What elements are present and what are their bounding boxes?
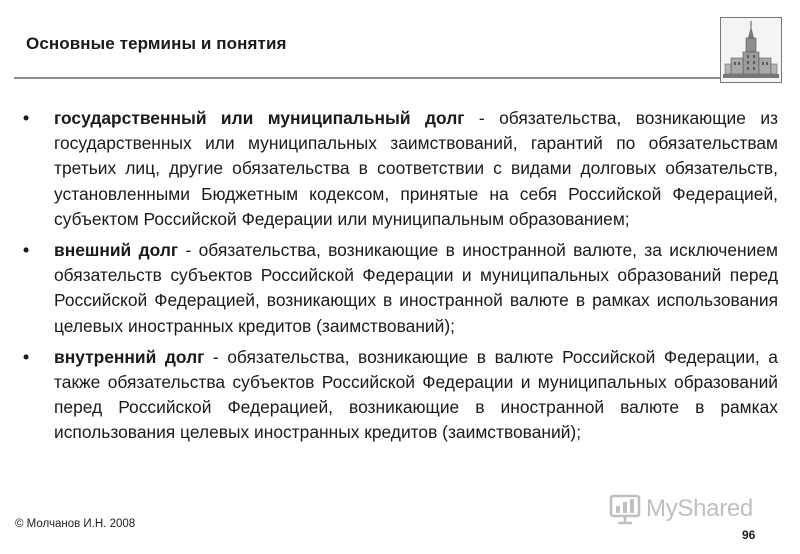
term-definition: - обязательства, возникающие в валюте Российской Федерации, а также обязательства субъектов Российской Федерации и муниципальных образований перед Российской Федерацией, возникающие в иностранной валюте в рамках использования целевых иностранных кредитов (заимствований); (54, 346, 778, 443)
term-definition: - обязательства, возникающие из государственных или муниципальных заимствований, гарантий по обязательствам третьих лиц, другие обязательства в соответствии с видами долговых обязательств, установленными Бюджетным кодексом, принятые на себя Российской Федерацией, субъектом Российской Федерации или муниципальным образованием; (54, 108, 779, 229)
bullet: • (23, 346, 30, 367)
university-building-icon (721, 18, 781, 82)
myshared-logo-icon (608, 492, 642, 526)
copyright: © Молчанов И.Н. 2008 (15, 518, 136, 530)
watermark-text: MyShared (646, 495, 753, 522)
term-name: внешний долг (54, 240, 179, 261)
university-logo (720, 17, 782, 83)
bullet: • (23, 108, 30, 128)
list-item (20, 345, 778, 446)
watermark (608, 490, 753, 528)
list-item (20, 106, 778, 232)
bullet: • (23, 240, 30, 261)
term-definition: - обязательства, возникающие в иностранной валюте, за исключением обязательств субъектов Российской Федерации и муниципальных образований перед Российской Федерацией, возникающих в иностранной валюте в рамках использования целевых иностранных кредитов (заимствований); (54, 240, 778, 336)
title-divider (14, 77, 722, 79)
term-name: внутренний долг (54, 346, 205, 367)
page-number: 96 (742, 528, 756, 542)
list-item (20, 238, 778, 339)
term-name: государственный или муниципальный долг (54, 108, 465, 128)
terms-list (20, 106, 778, 452)
page-title: Основные термины и понятия (26, 34, 287, 53)
